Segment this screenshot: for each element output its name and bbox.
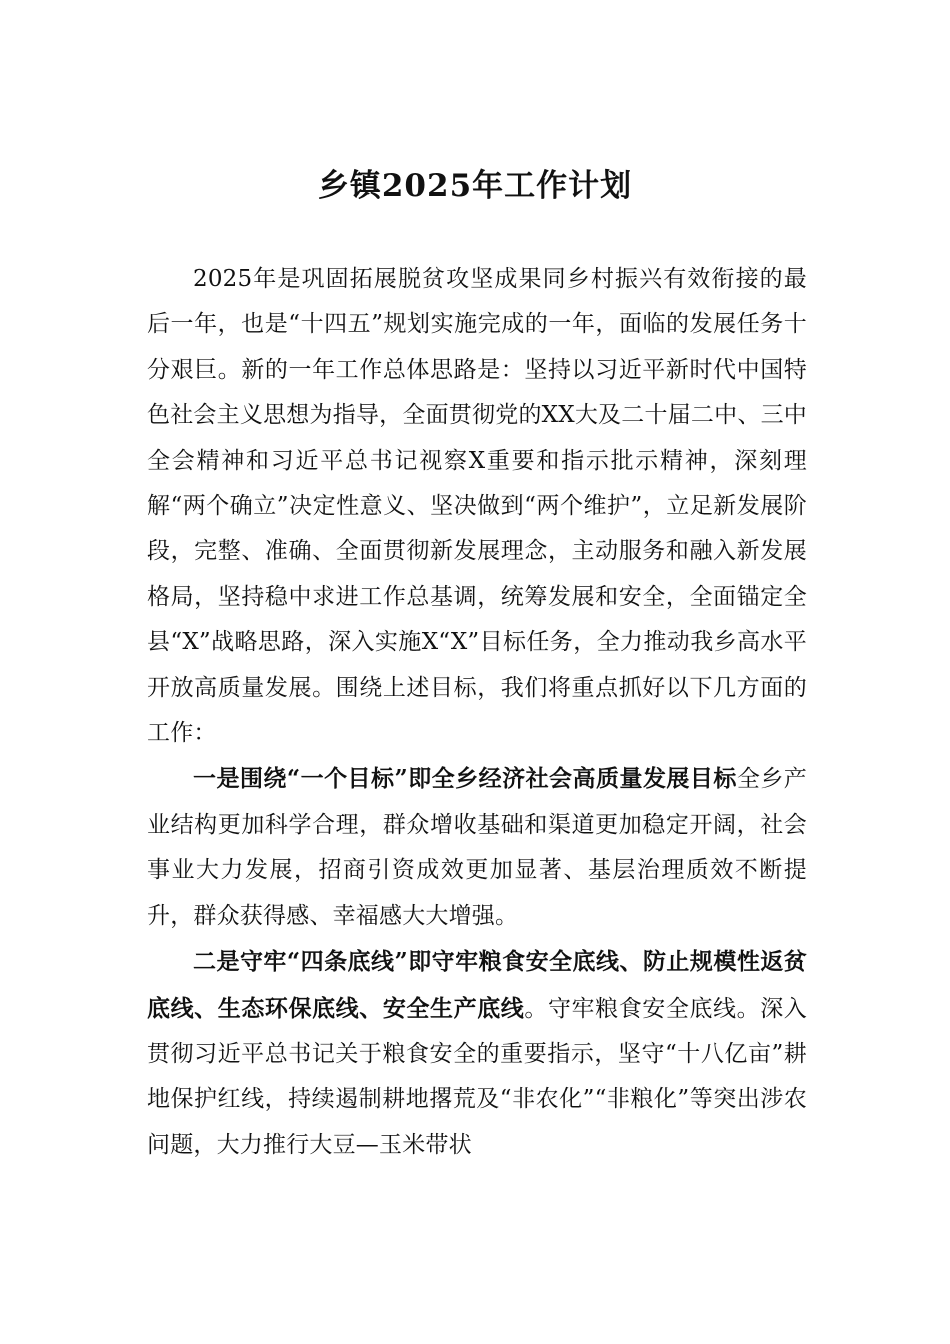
paragraph-intro-text: 2025年是巩固拓展脱贫攻坚成果同乡村振兴有效衔接的最后一年，也是“十四五”规划实施完成的一年，面临的发展任务十分艰巨。新的一年工作总体思路是：坚持以习近平新时代中国特色社会主义思想为指导，全面贯彻党的XX大及二十届二中、三中全会精神和习近平总书记视察X重要和指示批示精神，深刻理解“两个确立”决定性意义、坚决做到“两个维护”，立足新发展阶段，完整、准确、全面贯彻新发展理念，主动服务和融入新发展格局，坚持稳中求进工作总基调，统筹发展和安全，全面锚定全县“X”战略思路，深入实施X“X”目标任务，全力推动我乡高水平开放高质量发展。围绕上述目标，我们将重点抓好以下几方面的工作：: [147, 266, 807, 747]
paragraph-bottom-lines-lead: 二是守牢“四条底线”即守牢粮食安全底线、防止规模性返贫底线、生态环保底线、安全生产底线: [147, 948, 807, 1022]
document-title: 乡镇2025年工作计划: [317, 168, 633, 204]
paragraph-goal-text: 全乡产业结构更加科学合理，群众增收基础和渠道更加稳定开阔，社会事业大力发展，招商引资成效更加显著、基层治理质效不断提升，群众获得感、幸福感大大增强。: [147, 766, 807, 929]
paragraph-bottom-lines: [147, 939, 807, 1168]
document-body: [147, 257, 807, 1168]
paragraph-intro: [147, 257, 807, 756]
paragraph-bottom-lines-text: 。守牢粮食安全底线。深入贯彻习近平总书记关于粮食安全的重要指示，坚守“十八亿亩”耕地保护红线，持续遏制耕地撂荒及“非农化”“非粮化”等突出涉农问题，大力推行大豆—玉米带状: [147, 995, 807, 1158]
paragraph-goal-lead: 一是围绕“一个目标”即全乡经济社会高质量发展目标: [193, 765, 737, 793]
paragraph-goal: [147, 756, 807, 939]
